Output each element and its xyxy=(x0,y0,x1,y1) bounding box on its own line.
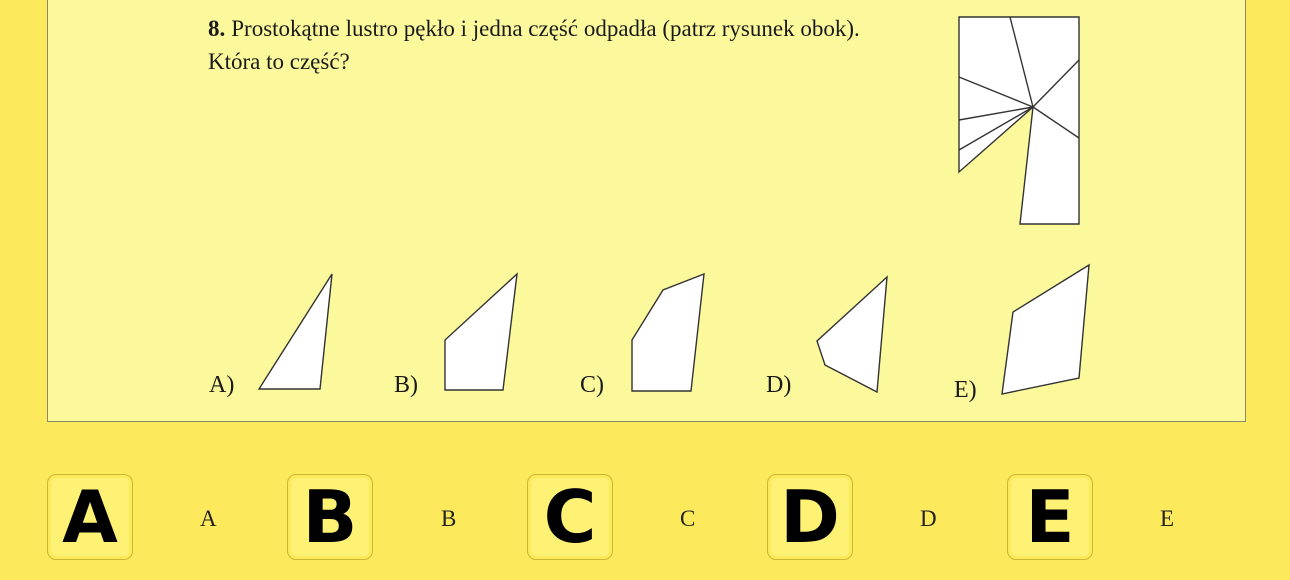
shape-option-b xyxy=(445,274,517,390)
answer-d-caption: D xyxy=(920,506,937,531)
answer-b-button[interactable]: B xyxy=(287,474,373,560)
option-label-e: E) xyxy=(954,377,977,403)
broken-mirror-drawing xyxy=(959,17,1079,224)
answer-b-caption: B xyxy=(441,506,457,531)
option-label-a: A) xyxy=(209,372,235,398)
option-label-b: B) xyxy=(394,372,418,398)
answer-a-caption: A xyxy=(200,506,217,531)
answer-e-caption: E xyxy=(1160,506,1175,531)
answer-bar xyxy=(0,470,1290,562)
shape-option-c xyxy=(632,274,704,391)
answer-e-button[interactable]: E xyxy=(1007,474,1093,560)
option-label-c: C) xyxy=(580,372,604,398)
mirror-outline xyxy=(959,17,1079,224)
answer-d-button[interactable]: D xyxy=(767,474,853,560)
answer-c-button[interactable]: C xyxy=(527,474,613,560)
question-text: Prostokątne lustro pękło i jedna część odpadła (patrz rysunek obok). Która to część? xyxy=(208,16,860,74)
answer-c-caption: C xyxy=(680,506,696,531)
question-card xyxy=(47,0,1246,422)
shape-option-e xyxy=(1002,265,1089,394)
mirror-figures xyxy=(48,0,1247,422)
option-label-d: D) xyxy=(766,372,792,398)
question-number: 8. xyxy=(208,16,226,41)
shape-option-d xyxy=(817,277,887,392)
answer-a-button[interactable]: A xyxy=(47,474,133,560)
shape-option-a xyxy=(259,274,332,389)
